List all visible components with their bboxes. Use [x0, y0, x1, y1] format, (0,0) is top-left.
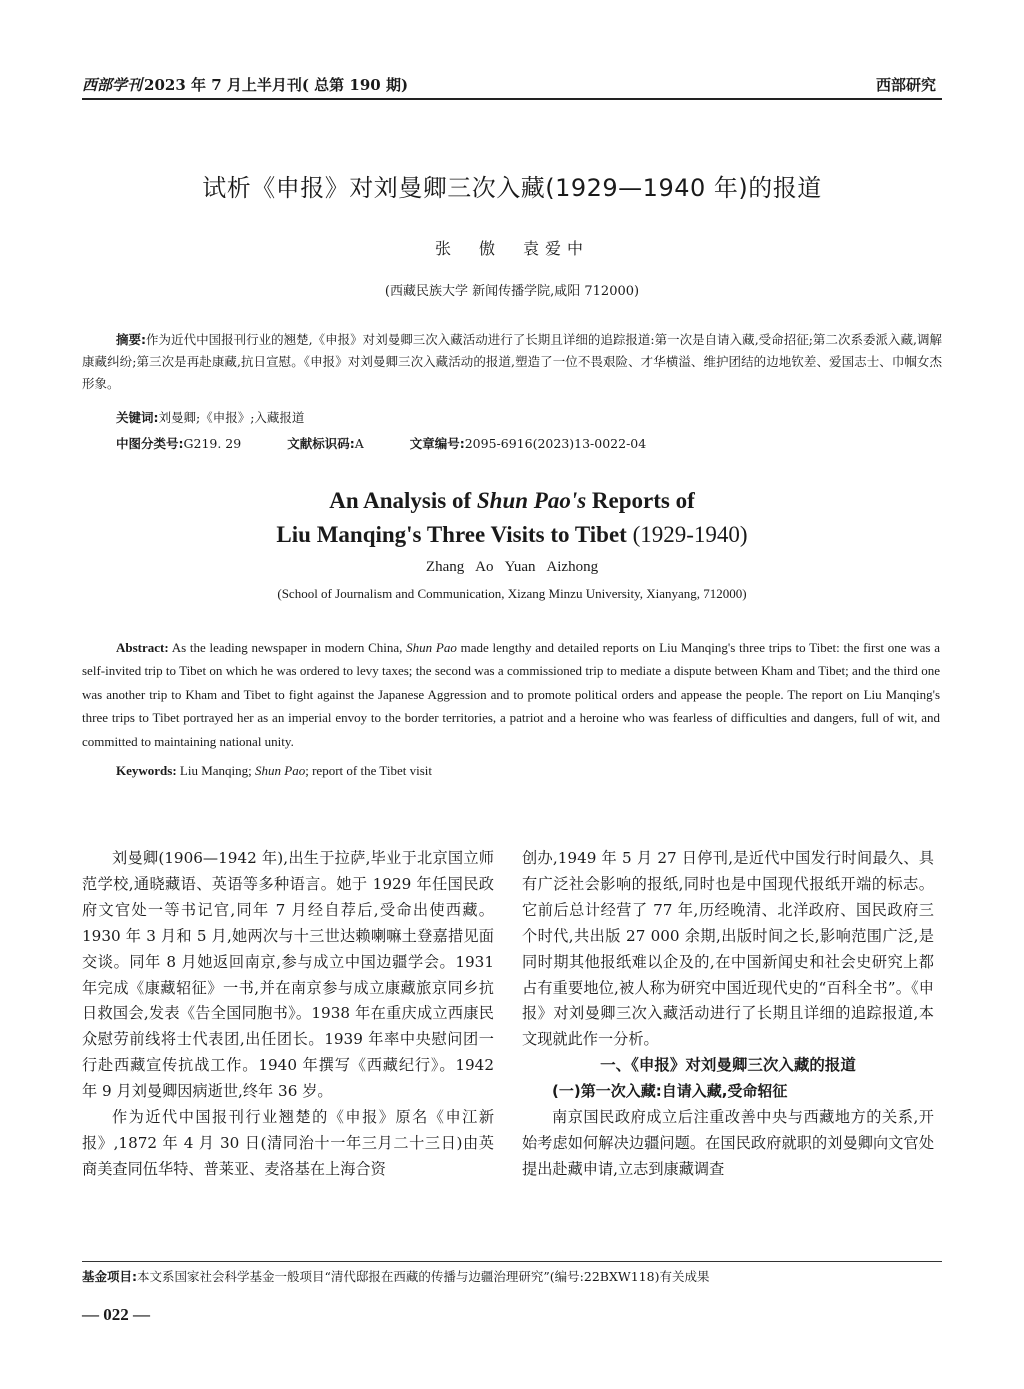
- footnote-rule: [82, 1261, 942, 1262]
- article-number-value: 2095-6916(2023)13-0022-04: [464, 436, 647, 451]
- abstract-label-en: Abstract:: [116, 640, 169, 655]
- doc-code-label: 文献标识码:: [287, 436, 355, 451]
- funding-text: 本文系国家社会科学基金一般项目“清代邸报在西藏的传播与边疆治理研究”(编号:22BXW118)有关成果: [137, 1269, 710, 1284]
- body-paragraph: 南京国民政府成立后注重改善中央与西藏地方的关系,开始考虑如何解决边疆问题。在国民政府就职的刘曼卿向文官处提出赴藏申请,立志到康藏调查: [522, 1108, 934, 1178]
- keywords-text-en: ; report of the Tibet visit: [305, 763, 432, 778]
- keywords-text-en: Liu Manqing;: [176, 763, 256, 778]
- chinese-authors: 张 傲 袁爱中: [434, 239, 589, 258]
- clc-label: 中图分类号:: [116, 436, 184, 451]
- classification-row: [116, 433, 946, 455]
- clc-value: G219. 29: [183, 436, 242, 451]
- keywords-text-cn: 刘曼卿;《申报》;入藏报道: [158, 410, 305, 425]
- subsection-heading: (一)第一次入藏:自请入藏,受命轺征: [552, 1082, 788, 1101]
- abstract-text-en: made lengthy and detailed reports on Liu Manqing's three trips to Tibet: the first one was a self-invited trip to Tibet on which he was ordered to levy taxes; the second was a commissioned trip to mediate a dispute between Kham and Tibet; and the third one was another trip to Kham and Tibet to fight against the Japanese Aggression and to promote political orders and appease the people. The report on Liu Manqing's three trips to Tibet portrayed her as an imperial envoy to the border territories, a patriot and a heroine who was fearless of difficulties and dangers, full of wit, and committed to maintaining national unity.: [82, 640, 940, 749]
- abstract-text-en: As the leading newspaper in modern China,: [168, 640, 407, 655]
- section-heading: 一、《申报》对刘曼卿三次入藏的报道: [600, 1056, 856, 1075]
- english-authors: Zhang Ao Yuan Aizhong: [425, 559, 599, 575]
- body-column-left: [82, 846, 494, 1183]
- body-paragraph: 创办,1949 年 5 月 27 日停刊,是近代中国发行时间最久、具有广泛社会影响的报纸,同时也是中国现代报纸开端的标志。它前后总计经营了 77 年,历经晚清、北洋政府、国民政府三个时代,共出版 27 000 余期,出版时间之长,影响范围广泛,是同时期其他报纸难以企及的,在中国新闻史和社会史研究上都占有重要地位,被人称为研究中国近现代史的“百科全书”。《申报》对刘曼卿三次入藏活动进行了长期且详细的追踪报道,本文现就此作一分析。: [522, 849, 934, 1049]
- english-title-part: An Analysis of: [329, 488, 477, 513]
- abstract-italic-en: Shun Pao: [406, 640, 457, 655]
- english-abstract: [82, 636, 940, 753]
- doc-code-value: A: [354, 436, 364, 451]
- body-paragraph: 刘曼卿(1906—1942 年),出生于拉萨,毕业于北京国立师范学校,通晓藏语、英语等多种语言。她于 1929 年任国民政府文官处一等书记官,同年 7 月经自荐后,受命出使西藏。1930 年 3 月和 5 月,她两次与十三世达赖喇嘛土登嘉措见面交谈。同年 8 月她返回南京,参与成立中国边疆学会。1931 年完成《康藏轺征》一书,并在南京参与成立康藏旅京同乡抗日救国会,发表《告全国同胞书》。1938 年在重庆成立西康民众慰劳前线将士代表团,出任团长。1939 年率中央慰问团一行赴西藏宣传抗战工作。1940 年撰写《西藏纪行》。1942 年 9 月刘曼卿因病逝世,终年 36 岁。: [82, 849, 494, 1101]
- abstract-label-cn: 摘要:: [116, 332, 147, 347]
- chinese-title: 试析《申报》对刘曼卿三次入藏(1929—1940 年)的报道: [202, 174, 822, 202]
- journal-logo: 西部学刊: [82, 76, 143, 94]
- abstract-text-cn: 作为近代中国报刊行业的翘楚,《申报》对刘曼卿三次入藏活动进行了长期且详细的追踪报道:第一次是自请入藏,受命招征;第二次系委派入藏,调解康藏纠纷;第三次是再赴康藏,抗日宣慰。《申报》对刘曼卿三次入藏活动的报道,塑造了一位不畏艰险、才华横溢、维护团结的边地钦差、爱国志士、巾帼女杰形象。: [82, 332, 942, 391]
- running-header-left: [82, 74, 408, 95]
- chinese-keywords: [116, 407, 976, 429]
- header-rule: [82, 98, 942, 100]
- chinese-abstract: [82, 329, 942, 395]
- keywords-italic-en: Shun Pao: [255, 763, 306, 778]
- english-keywords: [116, 763, 432, 779]
- english-title-italic: Shun Pao's: [476, 488, 587, 513]
- keywords-label-en: Keywords:: [116, 763, 177, 778]
- english-title-line1: [0, 488, 1024, 514]
- article-number-label: 文章编号:: [409, 436, 465, 451]
- english-title-years: (1929-1940): [632, 522, 748, 547]
- body-paragraph: 作为近代中国报刊行业翘楚的《申报》原名《申江新报》,1872 年 4 月 30 日(清同治十一年三月二十三日)由英商美查同伍华特、普莱亚、麦洛基在上海合资: [82, 1108, 494, 1178]
- keywords-label-cn: 关键词:: [116, 410, 159, 425]
- running-header-column: 西部研究: [875, 76, 936, 94]
- english-affiliation: (School of Journalism and Communication, Xizang Minzu University, Xianyang, 712000): [277, 586, 747, 601]
- english-title-line2: [0, 522, 1024, 548]
- page-number: — 022 —: [82, 1305, 150, 1324]
- body-column-right: [522, 846, 934, 1183]
- issue-info: 2023 年 7 月上半月刊( 总第 190 期): [144, 76, 409, 94]
- english-title-part: Reports of: [586, 488, 695, 513]
- chinese-affiliation: (西藏民族大学 新闻传播学院,咸阳 712000): [384, 284, 640, 299]
- funding-label: 基金项目:: [82, 1269, 137, 1284]
- english-title-part: Liu Manqing's Three Visits to Tibet: [276, 522, 627, 547]
- funding-note: [82, 1267, 709, 1285]
